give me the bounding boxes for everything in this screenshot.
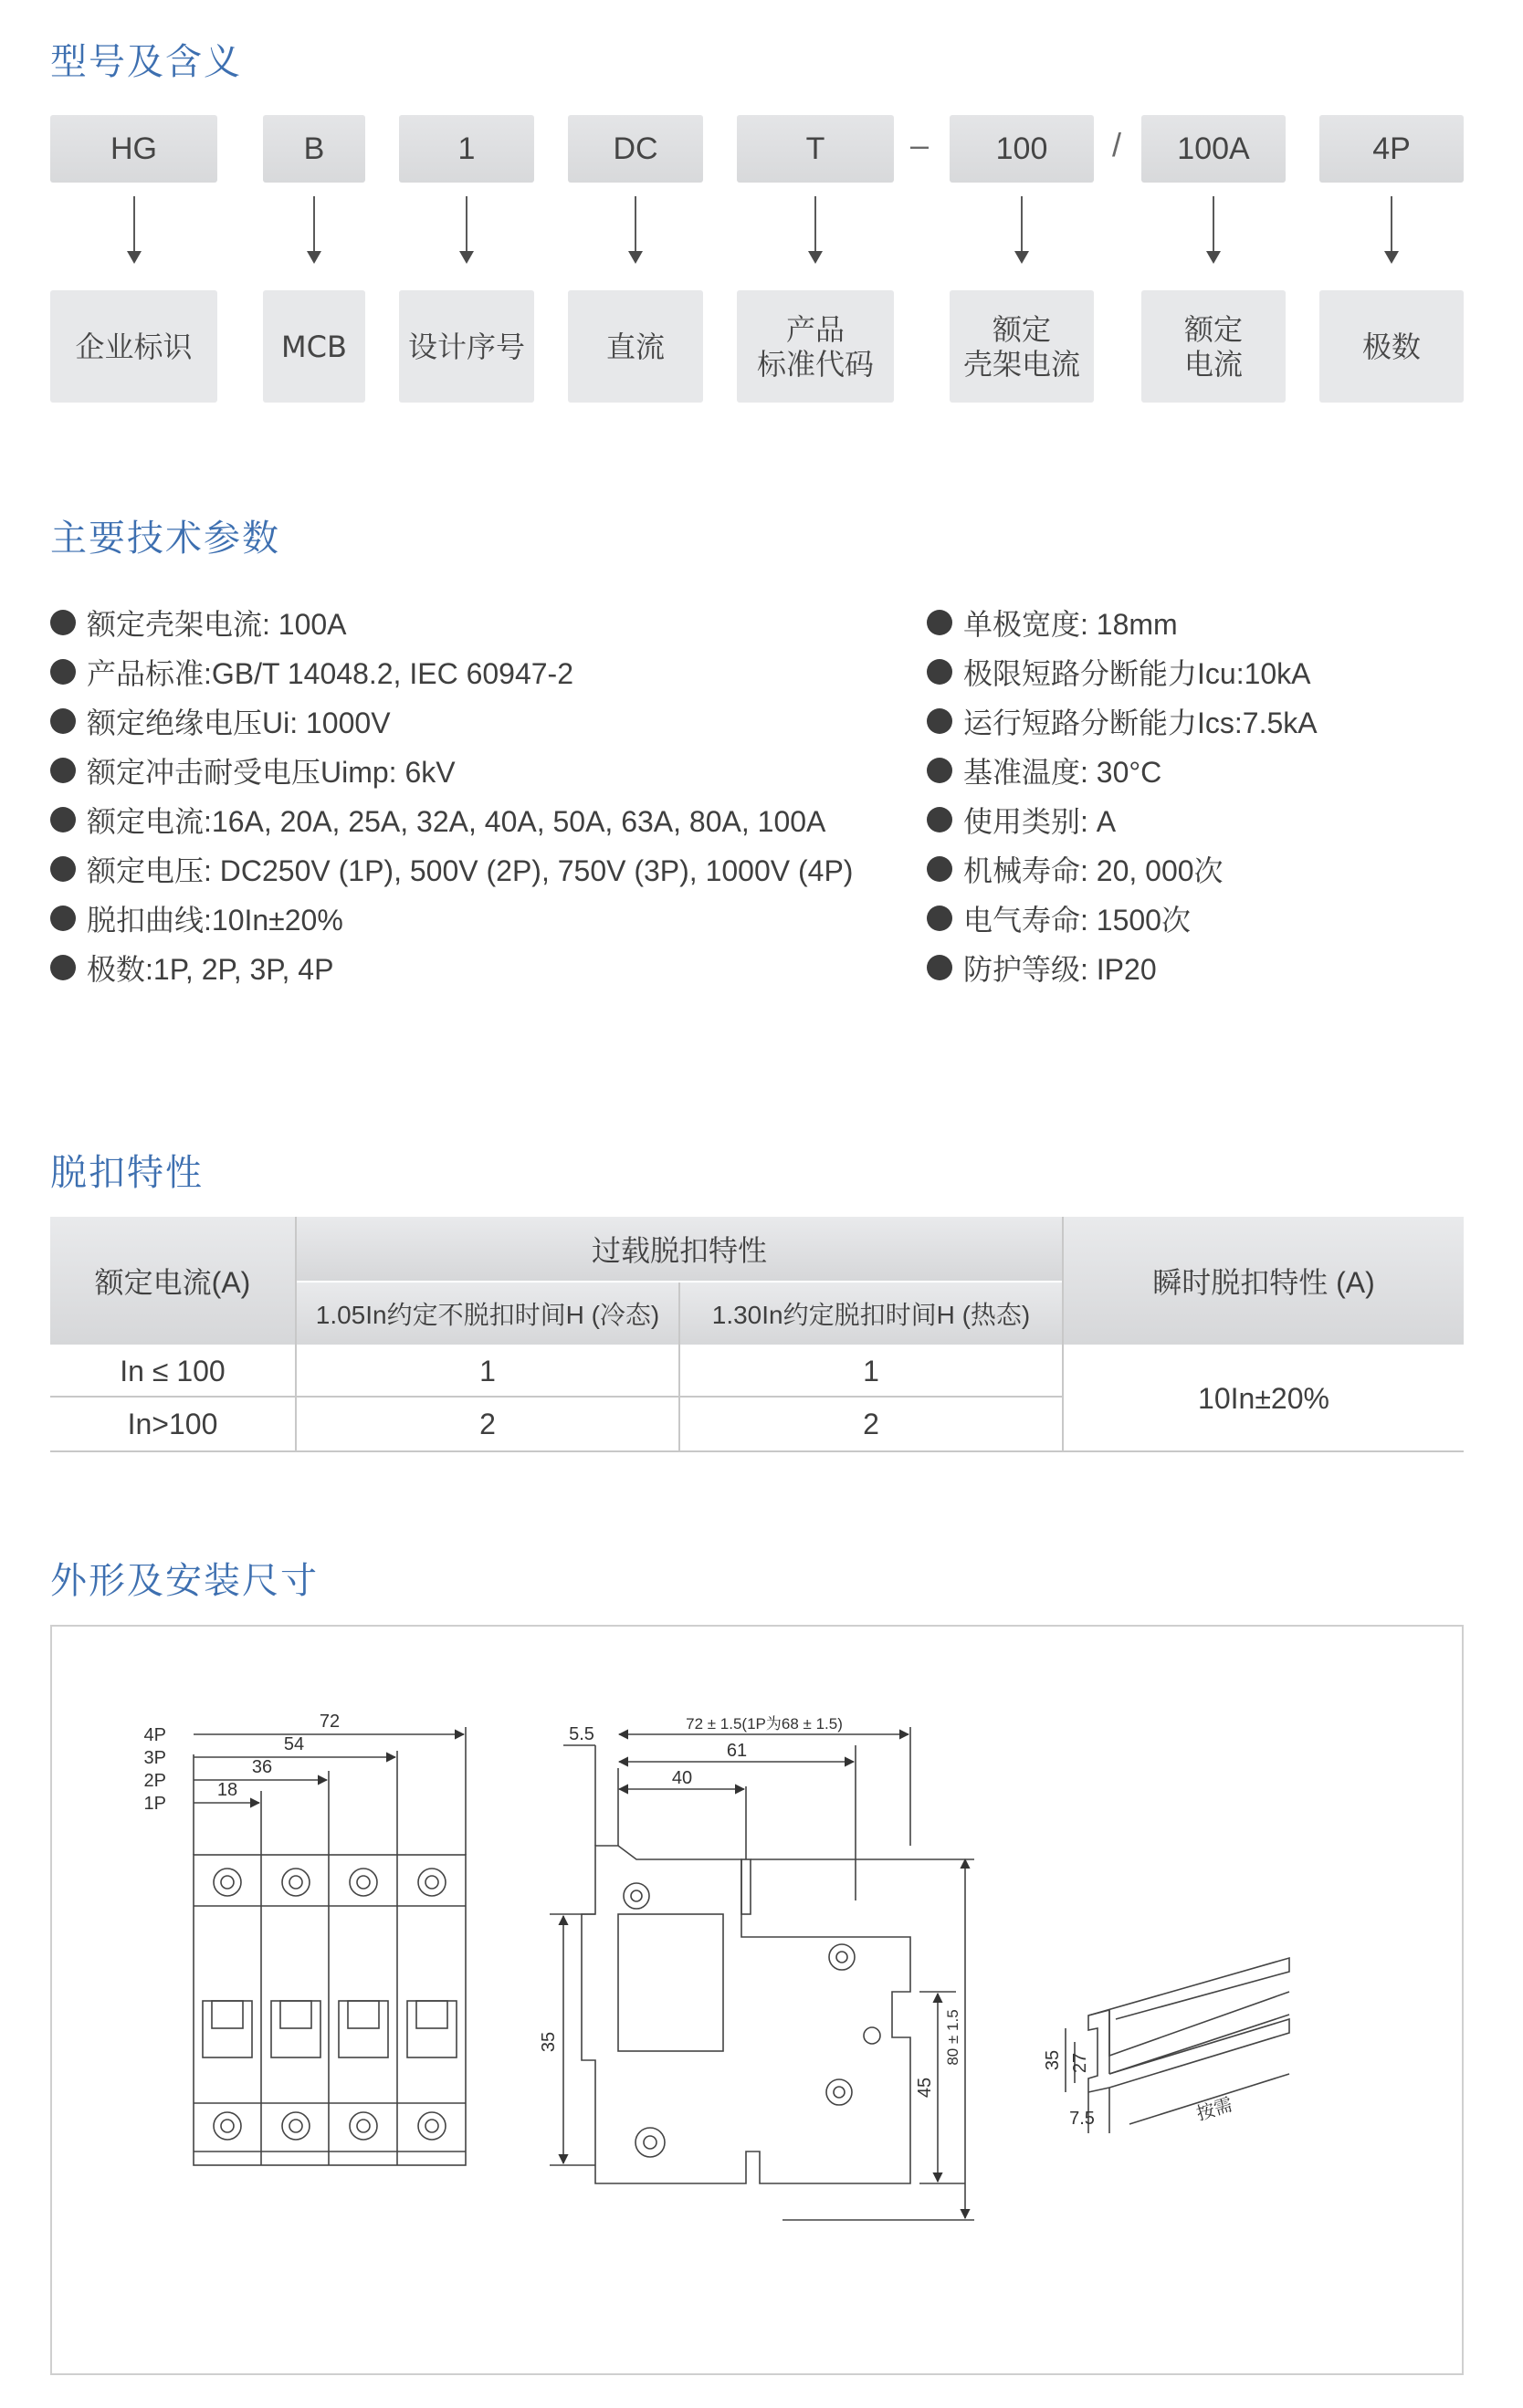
param-item xyxy=(927,844,1318,894)
dim-rail-7-5: 7.5 xyxy=(1069,2109,1095,2129)
dimension-drawing xyxy=(52,1627,1462,2373)
param-text: 额定电压: DC250V (1P), 500V (2P), 750V (3P), 1000V (4P) xyxy=(87,854,854,887)
bullet-icon xyxy=(50,758,76,783)
dimension-drawing-frame xyxy=(50,1625,1464,2375)
bullet-icon xyxy=(50,708,76,734)
table-divider xyxy=(50,1450,1464,1452)
bullet-icon xyxy=(50,856,76,882)
code-part-standard: T xyxy=(737,115,894,183)
code-part-frame-current: 100 xyxy=(950,115,1094,183)
pole-label-2p: 2P xyxy=(143,1771,166,1791)
th-overload: 过载脱扣特性 xyxy=(297,1217,1062,1281)
bullet-icon xyxy=(927,708,952,734)
param-text: 额定冲击耐受电压Uimp: 6kV xyxy=(87,756,456,789)
code-part-design: 1 xyxy=(399,115,534,183)
meaning-type: MCB xyxy=(263,290,365,403)
table-divider xyxy=(50,1396,1062,1398)
bullet-icon xyxy=(927,856,952,882)
dim-width-2p: 36 xyxy=(251,1757,273,1777)
param-text: 额定壳架电流: 100A xyxy=(87,608,347,641)
param-item xyxy=(927,943,1318,992)
param-text: 机械寿命: 20, 000次 xyxy=(963,854,1224,887)
bullet-icon xyxy=(927,659,952,685)
meaning-standard: 产品 标准代码 xyxy=(737,290,894,403)
side-view-drawing xyxy=(550,1727,974,2220)
param-item xyxy=(50,598,853,647)
bullet-icon xyxy=(927,906,952,931)
din-rail-drawing xyxy=(1066,1958,1289,2133)
bullet-icon xyxy=(927,758,952,783)
param-list-left xyxy=(50,598,853,992)
section-title-trip: 脱扣特性 xyxy=(50,1152,204,1194)
cell-t130: 1 xyxy=(863,1354,879,1387)
meaning-design: 设计序号 xyxy=(399,290,534,403)
dim-rail-27: 27 xyxy=(1070,2052,1090,2074)
code-part-dc: DC xyxy=(568,115,703,183)
param-item xyxy=(50,844,853,894)
param-text: 单极宽度: 18mm xyxy=(963,608,1178,641)
th-105in: 1.05In约定不脱扣时间H (冷态) xyxy=(297,1283,678,1345)
param-text: 额定绝缘电压Ui: 1000V xyxy=(87,707,391,739)
meaning-rated-current: 额定 电流 xyxy=(1141,290,1286,403)
meaning-brand: 企业标识 xyxy=(50,290,217,403)
dim-side-5-5: 5.5 xyxy=(569,1724,594,1744)
code-part-rated-current: 100A xyxy=(1141,115,1286,183)
pole-label-3p: 3P xyxy=(143,1748,166,1768)
param-text: 额定电流:16A, 20A, 25A, 32A, 40A, 50A, 63A, 80A, 100A xyxy=(87,805,826,838)
dim-side-72: 72 ± 1.5(1P为68 ± 1.5) xyxy=(686,1715,843,1733)
dim-width-1p: 18 xyxy=(216,1780,238,1800)
dim-rail-length: 按需 xyxy=(1193,2094,1235,2125)
cell-rated: In>100 xyxy=(127,1407,218,1440)
arrow-down-icon xyxy=(1391,196,1392,260)
param-text: 极数:1P, 2P, 3P, 4P xyxy=(87,953,334,986)
param-text: 使用类别: A xyxy=(963,805,1117,838)
dim-side-40: 40 xyxy=(671,1768,693,1788)
th-130in: 1.30In约定脱扣时间H (热态) xyxy=(680,1283,1062,1345)
table-divider xyxy=(678,1283,680,1452)
dim-side-80: 80 ± 1.5 xyxy=(944,2009,961,2066)
bullet-icon xyxy=(927,955,952,980)
code-separator-slash: / xyxy=(1112,126,1122,163)
section-title-model: 型号及含义 xyxy=(50,41,242,83)
dim-side-61: 61 xyxy=(726,1741,748,1761)
pole-label-4p: 4P xyxy=(143,1725,166,1745)
table-divider xyxy=(1062,1217,1064,1452)
dim-side-35: 35 xyxy=(539,2031,559,2053)
arrow-down-icon xyxy=(313,196,315,260)
dim-rail-35: 35 xyxy=(1043,2049,1063,2071)
param-text: 极限短路分断能力Icu:10kA xyxy=(963,657,1311,690)
code-part-brand: HG xyxy=(50,115,217,183)
cell-t105: 2 xyxy=(479,1407,496,1440)
param-item xyxy=(50,943,853,992)
bullet-icon xyxy=(927,610,952,635)
arrow-down-icon xyxy=(133,196,135,260)
meaning-poles: 极数 xyxy=(1319,290,1464,403)
bullet-icon xyxy=(50,610,76,635)
table-divider xyxy=(295,1217,297,1452)
pole-label-1p: 1P xyxy=(143,1794,166,1814)
bullet-icon xyxy=(50,659,76,685)
code-part-type: B xyxy=(263,115,365,183)
bullet-icon xyxy=(927,807,952,832)
param-item xyxy=(927,894,1318,943)
th-instant: 瞬时脱扣特性 (A) xyxy=(1064,1217,1464,1345)
cell-instant: 10In±20% xyxy=(1198,1381,1329,1415)
cell-t105: 1 xyxy=(479,1354,496,1387)
param-text: 防护等级: IP20 xyxy=(963,953,1157,986)
arrow-down-icon xyxy=(1213,196,1214,260)
dim-side-45: 45 xyxy=(915,2077,935,2099)
param-text: 产品标准:GB/T 14048.2, IEC 60947-2 xyxy=(87,657,574,690)
param-text: 运行短路分断能力Ics:7.5kA xyxy=(963,707,1318,739)
meaning-dc: 直流 xyxy=(568,290,703,403)
param-text: 电气寿命: 1500次 xyxy=(963,904,1191,937)
param-item xyxy=(927,746,1318,795)
bullet-icon xyxy=(50,807,76,832)
param-item xyxy=(50,696,853,746)
arrow-down-icon xyxy=(814,196,816,260)
arrow-down-icon xyxy=(466,196,467,260)
param-item xyxy=(50,894,853,943)
section-title-dimensions: 外形及安装尺寸 xyxy=(50,1560,319,1602)
th-rated-current: 额定电流(A) xyxy=(50,1217,295,1345)
arrow-down-icon xyxy=(1021,196,1023,260)
code-part-poles: 4P xyxy=(1319,115,1464,183)
param-list-right xyxy=(927,598,1318,992)
bullet-icon xyxy=(50,906,76,931)
meaning-frame-current: 额定 壳架电流 xyxy=(950,290,1094,403)
dim-width-4p: 72 xyxy=(319,1712,341,1732)
param-text: 基准温度: 30°C xyxy=(963,756,1162,789)
code-separator-dash: – xyxy=(910,126,930,163)
param-item xyxy=(927,696,1318,746)
param-item xyxy=(927,598,1318,647)
section-title-params: 主要技术参数 xyxy=(50,518,280,560)
param-item xyxy=(50,795,853,844)
param-text: 脱扣曲线:10In±20% xyxy=(87,904,343,937)
arrow-down-icon xyxy=(635,196,636,260)
cell-t130: 2 xyxy=(863,1407,879,1440)
param-item xyxy=(927,647,1318,696)
dim-width-3p: 54 xyxy=(283,1734,305,1754)
param-item xyxy=(927,795,1318,844)
param-item xyxy=(50,647,853,696)
param-item xyxy=(50,746,853,795)
bullet-icon xyxy=(50,955,76,980)
cell-rated: In ≤ 100 xyxy=(120,1354,226,1387)
trip-table xyxy=(50,1217,1464,1452)
